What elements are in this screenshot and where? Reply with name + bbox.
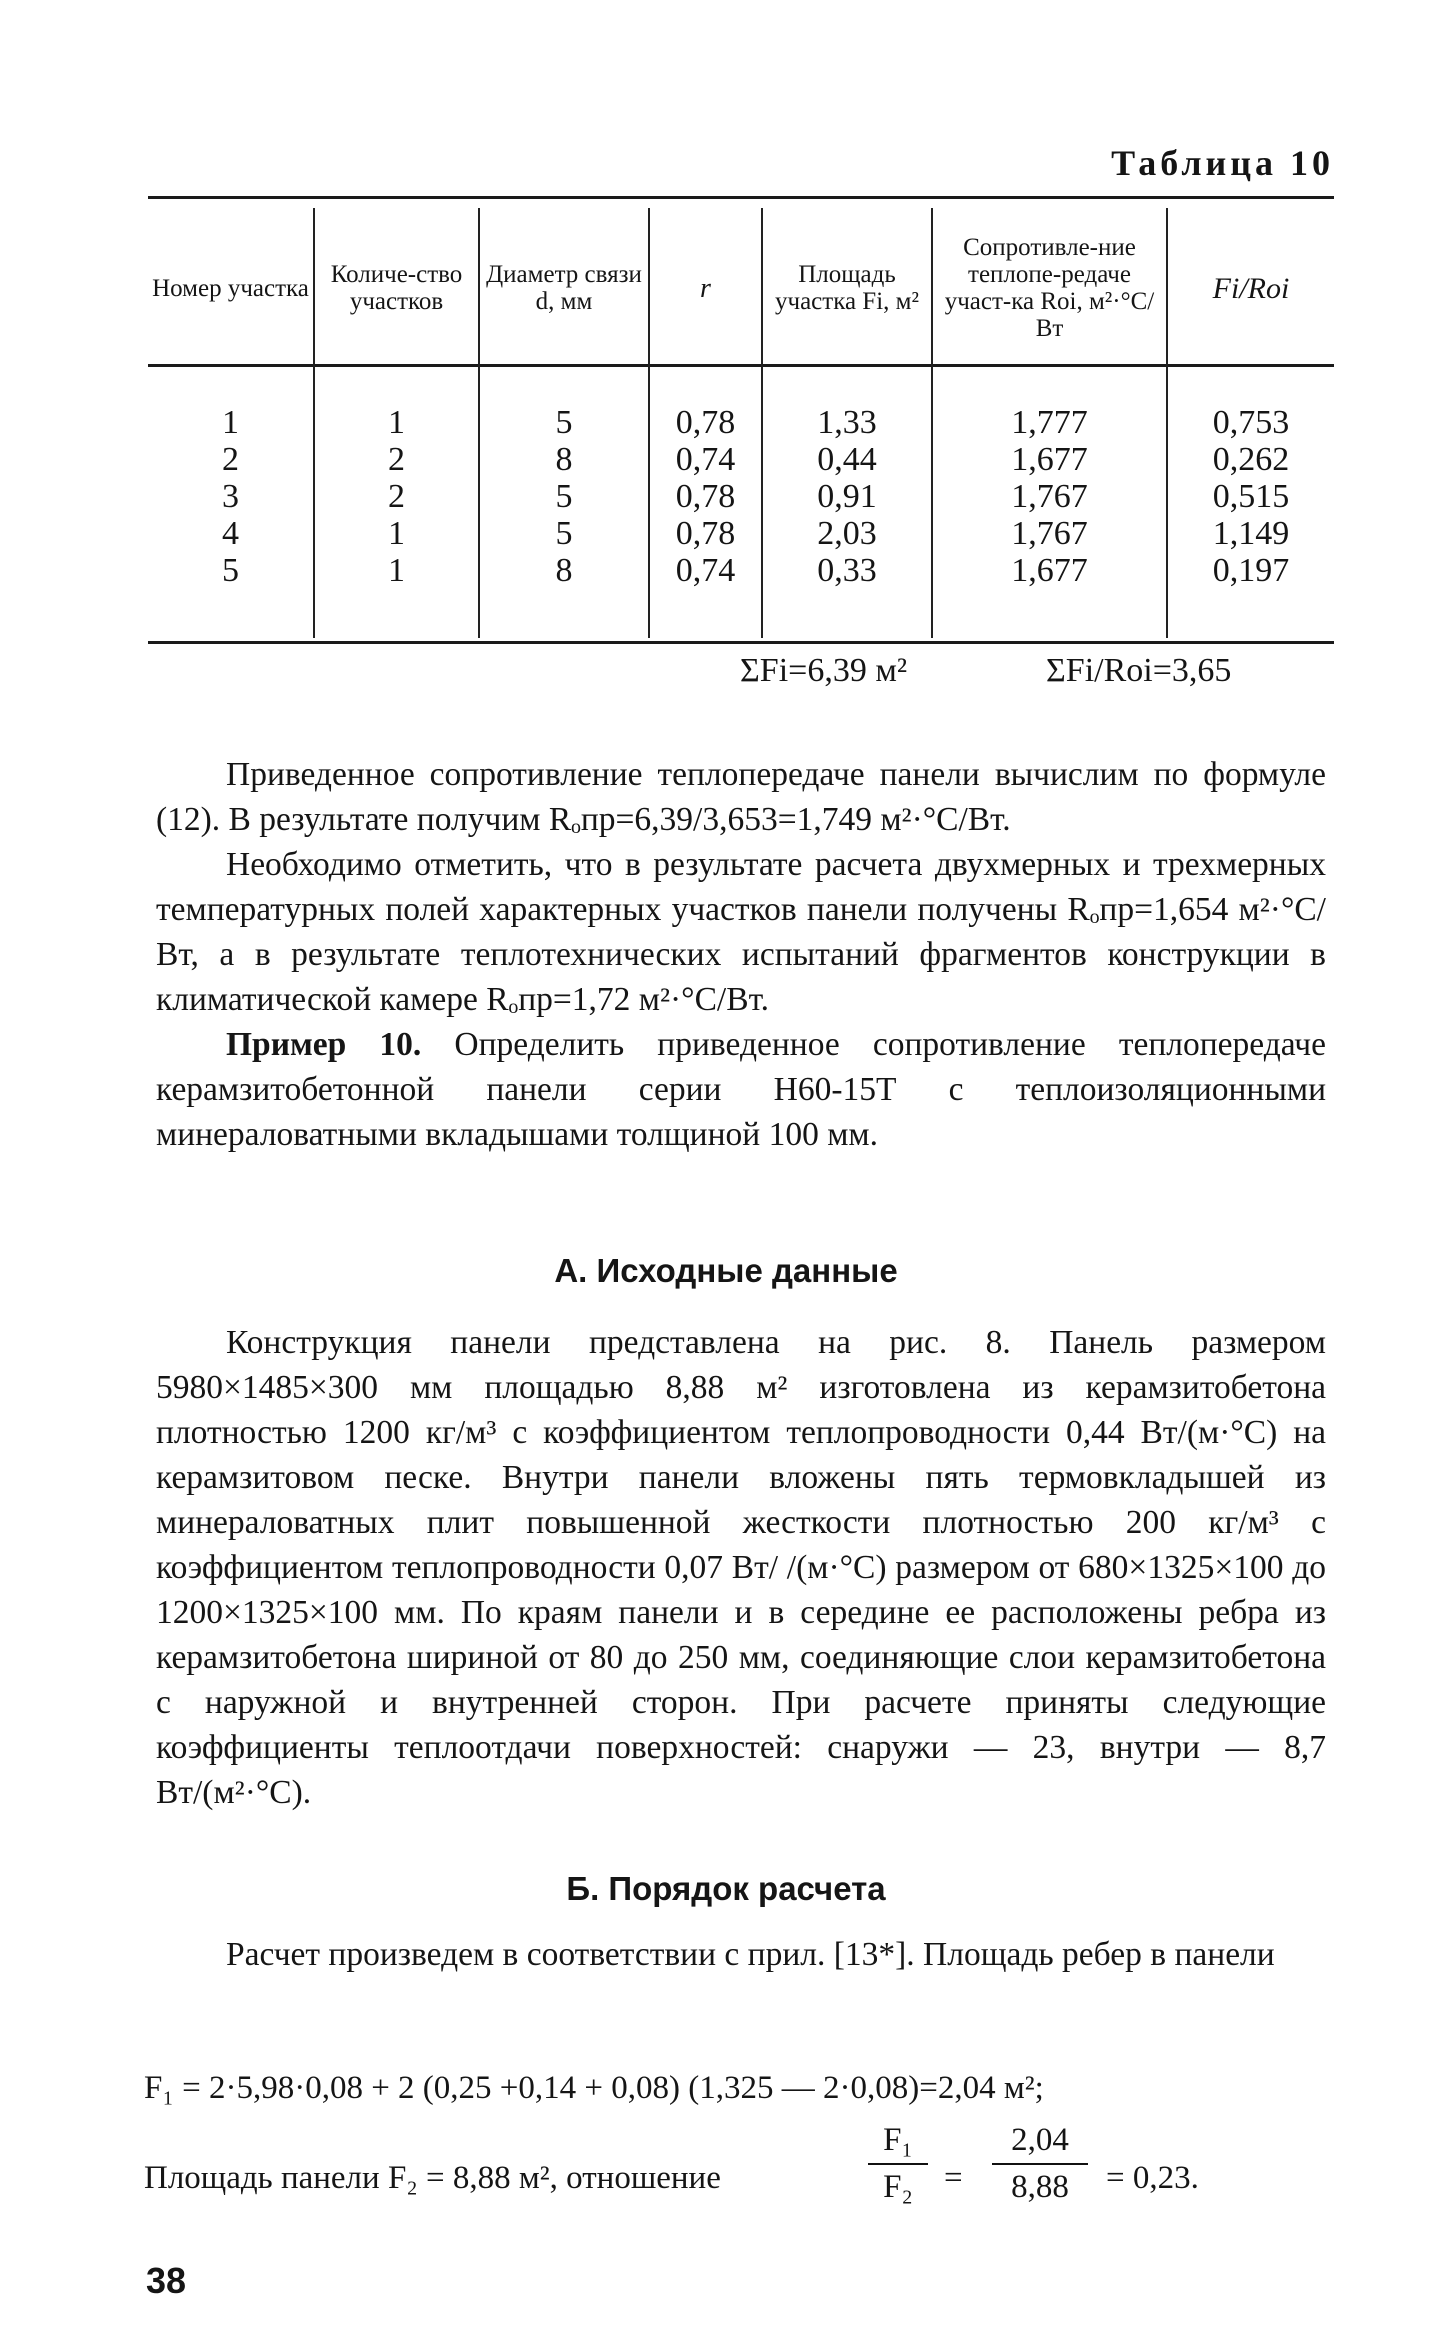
- fraction-bar: [868, 2163, 928, 2165]
- fraction-f1-f2: [868, 2122, 928, 2206]
- table-caption: Таблица 10: [1111, 143, 1334, 183]
- header-section-number: Номер участка: [152, 274, 309, 302]
- table-cell: 1: [388, 552, 405, 589]
- table-cell: 4: [222, 515, 239, 552]
- header-resistance: Сопротивле-ние теплопе-редаче участ-ка Roi, м²·°С/Вт: [944, 234, 1155, 342]
- table-cell: 8: [555, 441, 573, 478]
- table-cell: 3: [222, 478, 239, 515]
- formula-prefix: Площадь панели F₂ = 8,88 м², отношение: [144, 2160, 721, 2196]
- paragraph: Необходимо отметить, что в результате расчета двухмерных и трехмерных температурных полей характерных участков панели получены Rₒпр=1,654 м²·°С/Вт, а в результате теплотехнических испытаний фрагментов конструкции в климатической камере Rₒпр=1,72 м²·°С/Вт.: [156, 846, 1326, 1018]
- fraction-values: [992, 2122, 1088, 2206]
- table-cell: 1,33: [817, 404, 877, 441]
- column-resistance: [933, 404, 1166, 589]
- fraction-denominator: F₂: [883, 2169, 913, 2205]
- table-cell: 0,44: [817, 441, 877, 478]
- column-r: [650, 404, 761, 589]
- paragraph: [156, 1022, 1326, 1157]
- table-cell: 1,767: [1011, 478, 1088, 515]
- sum-ratio: ΣFi/Roi=3,65: [1046, 652, 1232, 689]
- table-cell: 1,767: [1011, 515, 1088, 552]
- table-cell: 5: [555, 478, 573, 515]
- fraction-numerator: F₁: [883, 2122, 913, 2158]
- table-cell: 5: [555, 515, 573, 552]
- table-cell: 1,777: [1011, 404, 1088, 441]
- table-cell: 0,91: [817, 478, 877, 515]
- table-cell: 0,515: [1212, 478, 1290, 515]
- table-cell: 2: [388, 441, 405, 478]
- body-text-block-2: [156, 1320, 1326, 1815]
- table-bottom-rule: [148, 641, 1334, 644]
- table-cell: 5: [222, 552, 239, 589]
- section-heading-b: Б. Порядок расчета: [566, 1870, 886, 1907]
- paragraph: Конструкция панели представлена на рис. 8. Панель размером 5980×1485×300 мм площадью 8,88 м² изготовлена из керамзитобетона плотностью 1200 кг/м³ с коэффициентом теплопроводности 0,44 Вт/(м·°С) на керамзитовом песке. Внутри панели вложены пять термовкладышей из минераловатных плит повышенной жесткости плотностью 200 кг/м³ с коэффициентом теплопроводности 0,07 Вт/ /(м·°С) размером от 680×1325×100 до 1200×1325×100 мм. По краям панели и в середине ее расположены ребра из керамзитобетона шириной от 80 до 250 мм, соединяющие слои керамзитобетона с наружной и внутренней сторон. При расчете приняты следующие коэффициенты теплоотдачи поверхностей: снаружи — 23, внутри — 8,7 Вт/(м²·°С).: [156, 1324, 1326, 1811]
- equals-sign: =: [944, 2160, 963, 2196]
- table-cell: 0,74: [675, 441, 736, 478]
- body-text-block-1: [156, 752, 1326, 1157]
- section-heading-a: А. Исходные данные: [554, 1252, 898, 1289]
- formula-result: = 0,23.: [1106, 2160, 1199, 2196]
- table-cell: 1: [388, 515, 405, 552]
- fraction-numerator: 2,04: [1011, 2122, 1069, 2158]
- header-section-count: Количе-ство участков: [330, 261, 463, 315]
- formula-f1: F₁ = 2·5,98·0,08 + 2 (0,25 +0,14 + 0,08) (1,325 — 2·0,08)=2,04 м²;: [144, 2070, 1044, 2106]
- table-cell: 8: [555, 552, 573, 589]
- table-cell: 0,78: [675, 404, 736, 441]
- table-cell: 1,677: [1011, 552, 1088, 589]
- table-cell: 2,03: [817, 515, 877, 552]
- table-cell: 5: [555, 404, 573, 441]
- body-text-block-3: [156, 1932, 1326, 1977]
- table-cell: 1,149: [1212, 515, 1290, 552]
- column-section-count: [315, 404, 478, 589]
- column-fi-roi: [1168, 404, 1334, 589]
- fraction-denominator: 8,88: [1011, 2169, 1069, 2205]
- example-text: Определить приведенное сопротивление теплопередаче керамзитобетонной панели серии Н60-15Т с теплоизоляционными минераловатными вкладышами толщиной 100 мм.: [156, 1026, 1326, 1153]
- table-cell: 1,677: [1011, 441, 1088, 478]
- column-section-area: [763, 404, 931, 589]
- table-cell: 0,74: [675, 552, 736, 589]
- header-r: r: [700, 272, 711, 304]
- column-section-number: [148, 404, 313, 589]
- example-label: Пример 10.: [226, 1026, 422, 1063]
- table-cell: 0,78: [675, 515, 736, 552]
- table-cell: 2: [388, 478, 405, 515]
- table-cell: 0,78: [675, 478, 736, 515]
- column-tie-diameter: [480, 404, 648, 589]
- table-top-rule: [148, 196, 1334, 199]
- table-cell: 0,197: [1212, 552, 1290, 589]
- table-cell: 0,753: [1212, 404, 1290, 441]
- fraction-bar: [992, 2163, 1088, 2165]
- header-fi-roi: Fi/Roi: [1212, 271, 1290, 305]
- table-cell: 1: [388, 404, 405, 441]
- page-number: 38: [146, 2260, 187, 2301]
- table-header-rule: [148, 364, 1334, 367]
- paragraph: Расчет произведем в соответствии с прил. [13*]. Площадь ребер в панели: [226, 1936, 1275, 1973]
- table-cell: 0,33: [817, 552, 877, 589]
- table-cell: 0,262: [1212, 441, 1290, 478]
- header-tie-diameter: Диаметр связи d, мм: [486, 261, 642, 315]
- sum-area: ΣFi=6,39 м²: [740, 652, 908, 689]
- table-cell: 1: [222, 404, 239, 441]
- table-cell: 2: [222, 441, 239, 478]
- header-section-area: Площадь участка Fi, м²: [775, 261, 919, 315]
- paragraph: Приведенное сопротивление теплопередаче панели вычислим по формуле (12). В результате получим Rₒпр=6,39/3,653=1,749 м²·°С/Вт.: [156, 756, 1326, 838]
